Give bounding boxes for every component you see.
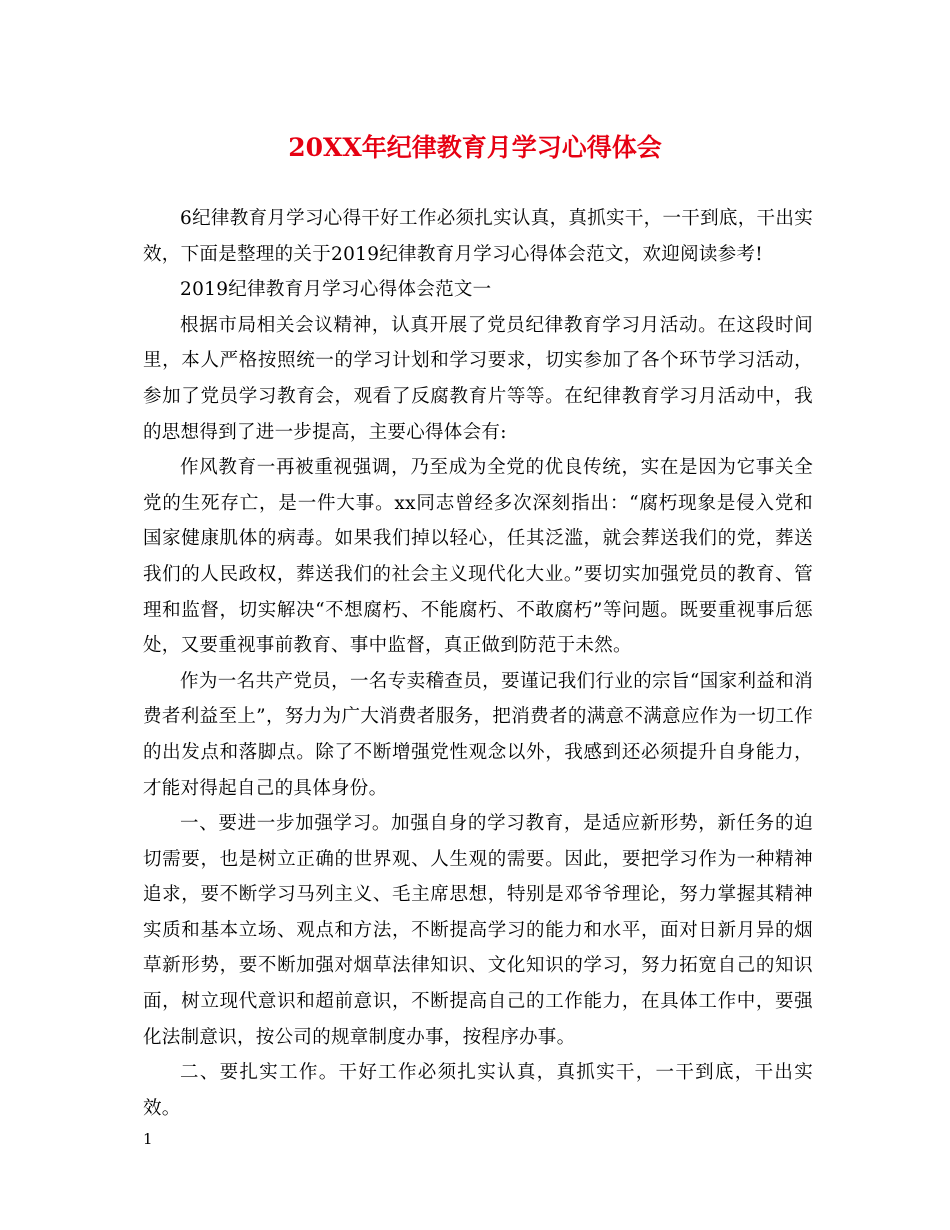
section-heading: 2019纪律教育月学习心得体会范文一: [180, 279, 492, 301]
body-paragraph: 根据市局相关会议精神，认真开展了党员纪律教育学习月活动。在这段时间里，本人严格按照统一的学习计划和学习要求，切实参加了各个环节学习活动，参加了党员学习教育会，观看了反腐教育片等等。在纪律教育学习月活动中，我的思想得到了进一步提高，主要心得体会有:: [143, 314, 813, 443]
intro-paragraph: 6纪律教育月学习心得干好工作必须扎实认真，真抓实干，一干到底，干出实效，下面是整理的关于2019纪律教育月学习心得体会范文，欢迎阅读参考!: [143, 208, 813, 265]
body-paragraph: 作为一名共产党员，一名专卖稽查员，要谨记我们行业的宗旨“国家利益和消费者利益至上”，努力为广大消费者服务，把消费者的满意不满意应作为一切工作的出发点和落脚点。除了不断增强党性观念以外，我感到还必须提升自身能力，才能对得起自己的具体身份。: [143, 670, 813, 799]
page-number: 1: [143, 1130, 153, 1148]
body-paragraph: 一、要进一步加强学习。加强自身的学习教育，是适应新形势，新任务的迫切需要，也是树立正确的世界观、人生观的需要。因此，要把学习作为一种精神追求，要不断学习马列主义、毛主席思想，特别是邓爷爷理论，努力掌握其精神实质和基本立场、观点和方法，不断提高学习的能力和水平，面对日新月异的烟草新形势，要不断加强对烟草法律知识、文化知识的学习，努力拓宽自己的知识面，树立现代意识和超前意识，不断提高自己的工作能力，在具体工作中，要强化法制意识，按公司的规章制度办事，按程序办事。: [143, 813, 813, 1048]
body-paragraph: 二、要扎实工作。干好工作必须扎实认真，真抓实干，一干到底，干出实效。: [143, 1062, 813, 1119]
document-title: 20XX年纪律教育月学习心得体会: [288, 133, 662, 162]
body-paragraph: 作风教育一再被重视强调，乃至成为全党的优良传统，实在是因为它事关全党的生死存亡，是一件大事。xx同志曾经多次深刻指出：“腐朽现象是侵入党和国家健康肌体的病毒。如果我们掉以轻心，任其泛滥，就会葬送我们的党，葬送我们的人民政权，葬送我们的社会主义现代化大业。”要切实加强党员的教育、管理和监督，切实解决“不想腐朽、不能腐朽、不敢腐朽”等问题。既要重视事后惩处，又要重视事前教育、事中监督，真正做到防范于未然。: [143, 457, 813, 657]
document-body: [143, 201, 813, 1126]
